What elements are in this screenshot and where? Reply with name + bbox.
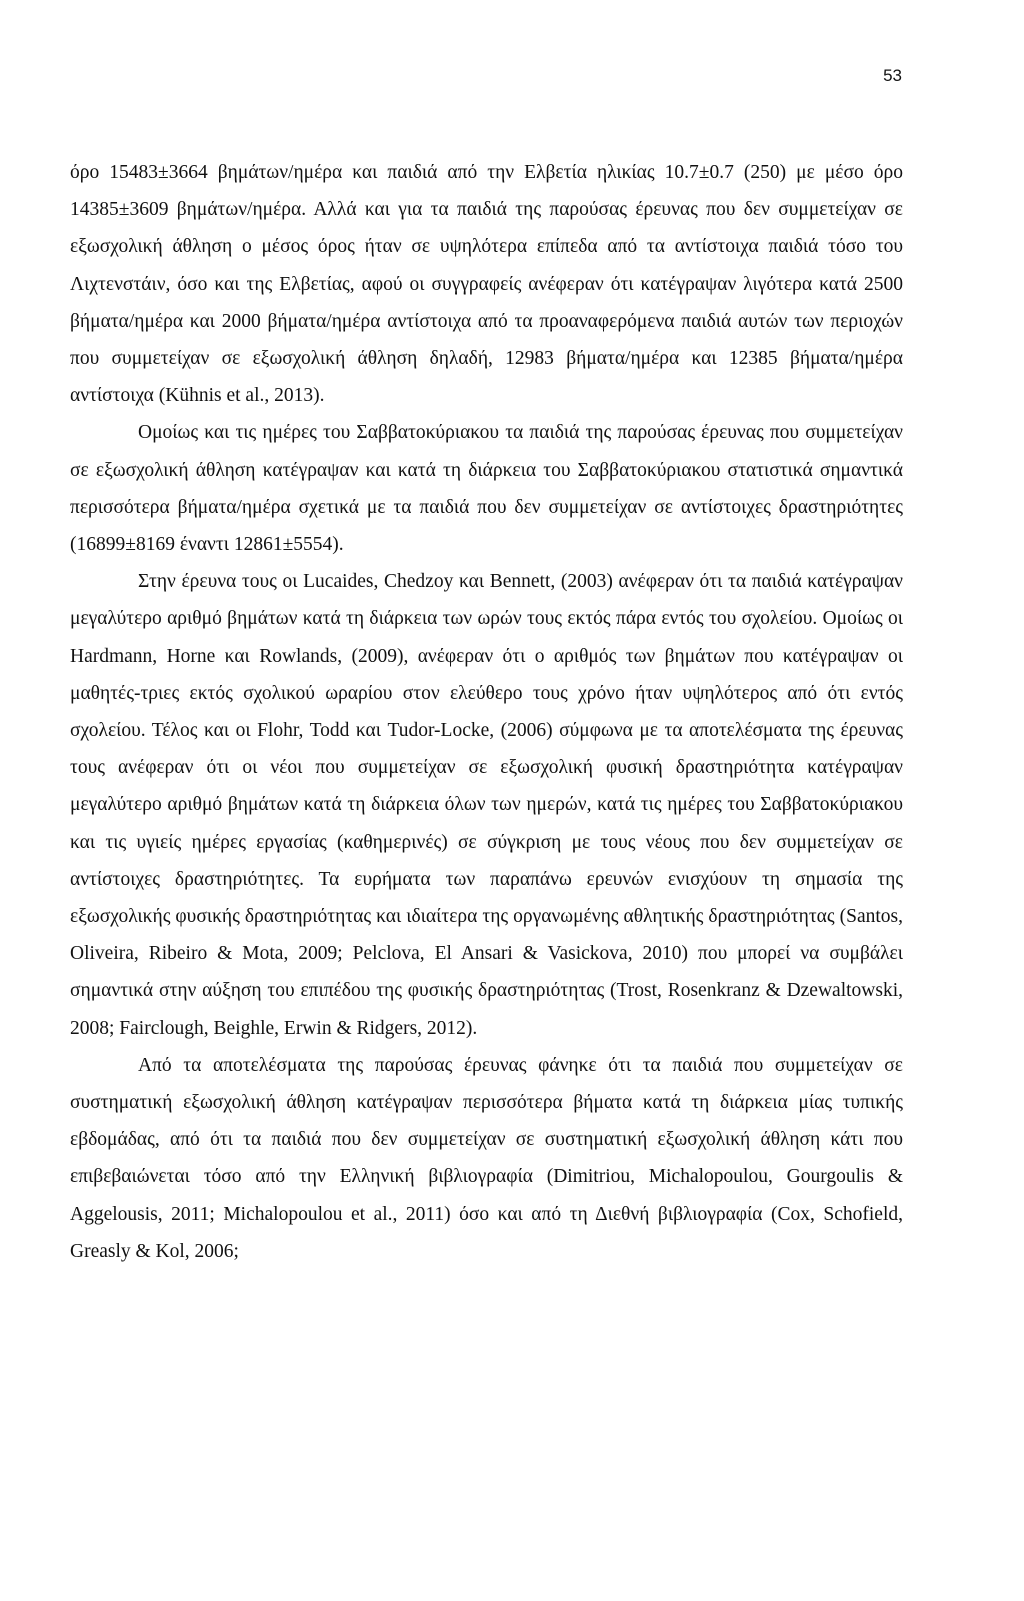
paragraph-continuation: όρο 15483±3664 βημάτων/ημέρα και παιδιά από την Ελβετία ηλικίας 10.7±0.7 (250) με μέσο όρο 14385±3609 βημάτων/ημέρα. Αλλά και για τα παιδιά της παρούσας έρευνας που δεν συμμετείχαν σε εξωσχολική άθληση ο μέσος όρος ήταν σε υψηλότερα επίπεδα από τα αντίστοιχα παιδιά τόσο του Λιχτενστάιν, όσο και της Ελβετίας, αφού οι συγγραφείς ανέφεραν ότι κατέγραψαν λιγότερα κατά 2500 βήματα/ημέρα και 2000 βήματα/ημέρα αντίστοιχα από τα προαναφερόμενα παιδιά αυτών των περιοχών που συμμετείχαν σε εξωσχολική άθληση δηλαδή, 12983 βήματα/ημέρα και 12385 βήματα/ημέρα αντίστοιχα (Kühnis et al., 2013). — [70, 162, 903, 407]
page-number: 53 — [883, 66, 902, 85]
document-body — [70, 154, 903, 1270]
paragraph-weekend-steps: Ομοίως και τις ημέρες του Σαββατοκύριακου τα παιδιά της παρούσας έρευνας που συμμετείχαν σε εξωσχολική άθληση κατέγραψαν και κατά τη διάρκεια του Σαββατοκύριακου στατιστικά σημαντικά περισσότερα βήματα/ημέρα σχετικά με τα παιδιά που δεν συμμετείχαν σε αντίστοιχες δραστηριότητες (16899±8169 έναντι 12861±5554). — [70, 422, 903, 556]
paragraph-literature-review: Στην έρευνα τους οι Lucaides, Chedzoy και Bennett, (2003) ανέφεραν ότι τα παιδιά κατέγραψαν μεγαλύτερο αριθμό βημάτων κατά τη διάρκεια των ωρών τους εκτός πάρα εντός του σχολείου. Ομοίως οι Hardmann, Horne και Rowlands, (2009), ανέφεραν ότι ο αριθμός των βημάτων που κατέγραψαν οι μαθητές-τριες εκτός σχολικού ωραρίου στον ελεύθερο τους χρόνο ήταν υψηλότερος από ότι εντός σχολείου. Τέλος και οι Flohr, Todd και Tudor-Locke, (2006) σύμφωνα με τα αποτελέσματα της έρευνας τους ανέφεραν ότι οι νέοι που συμμετείχαν σε εξωσχολική φυσική δραστηριότητα κατέγραψαν μεγαλύτερο αριθμό βημάτων κατά τη διάρκεια όλων των ημερών, κατά τις ημέρες του Σαββατοκύριακου και τις υγιείς ημέρες εργασίας (καθημερινές) σε σύγκριση με τους νέους που δεν συμμετείχαν σε αντίστοιχες δραστηριότητες. Τα ευρήματα των παραπάνω ερευνών ενισχύουν τη σημασία της εξωσχολικής φυσικής δραστηριότητας και ιδιαίτερα της οργανωμένης αθλητικής δραστηριότητας (Santos, Oliveira, Ribeiro & Mota, 2009; Pelclova, El Ansari & Vasickova, 2010) που μπορεί να συμβάλει σημαντικά στην αύξηση του επιπέδου της φυσικής δραστηριότητας (Trost, Rosenkranz & Dzewaltowski, 2008; Fairclough, Beighle, Erwin & Ridgers, 2012). — [70, 571, 903, 1039]
paragraph-results-comparison: Από τα αποτελέσματα της παρούσας έρευνας φάνηκε ότι τα παιδιά που συμμετείχαν σε συστηματική εξωσχολική άθληση κατέγραψαν περισσότερα βήματα κατά τη διάρκεια μίας τυπικής εβδομάδας, από ότι τα παιδιά που δεν συμμετείχαν σε συστηματική εξωσχολική άθληση κάτι που επιβεβαιώνεται τόσο από την Ελληνική βιβλιογραφία (Dimitriou, Michalopoulou, Gourgoulis & Aggelousis, 2011; Michalopoulou et al., 2011) όσο και από τη Διεθνή βιβλιογραφία (Cox, Schofield, Greasly & Kol, 2006; — [70, 1054, 903, 1262]
